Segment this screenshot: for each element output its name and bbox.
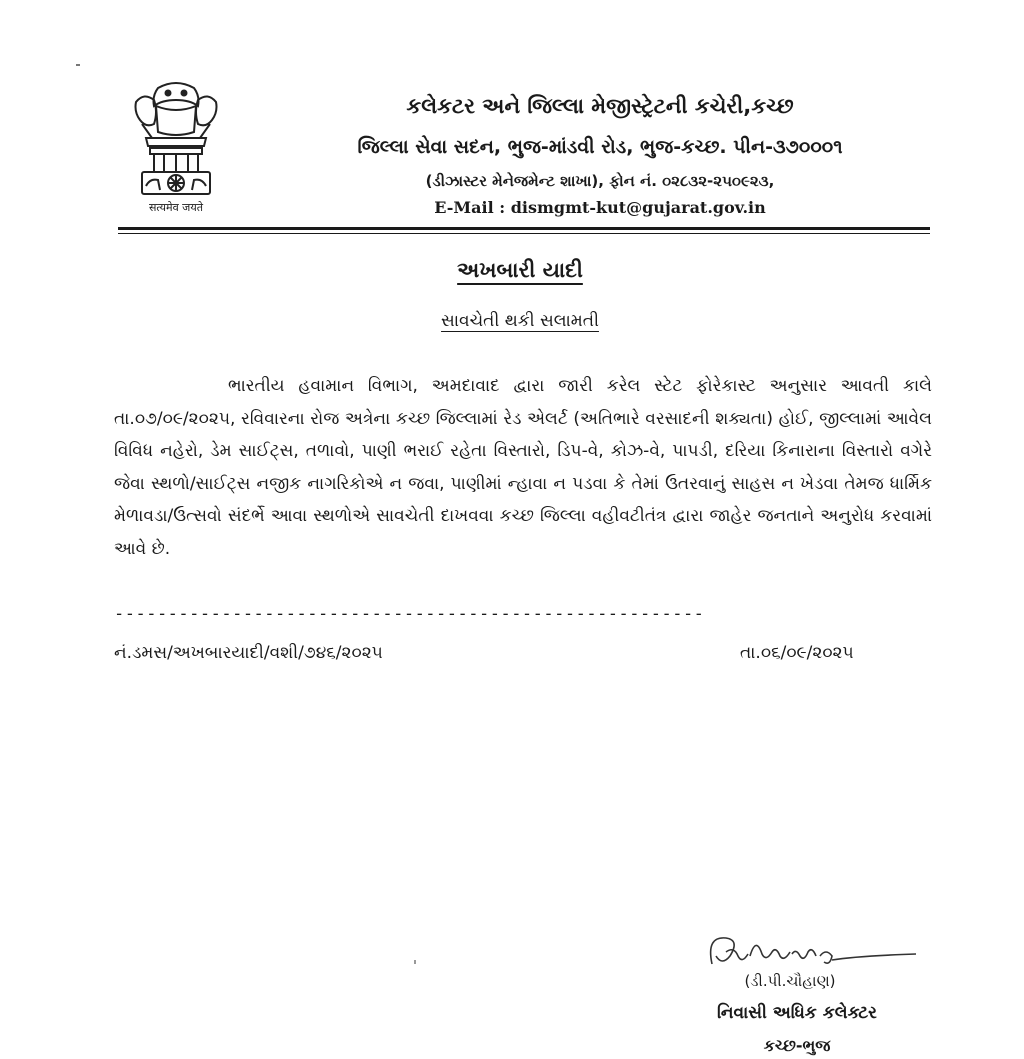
scan-speck: [76, 64, 80, 66]
press-release-body: ભારતીય હવામાન વિભાગ, અમદાવાદ દ્વારા જારી કરેલ સ્ટેટ ફોરેકાસ્ટ અનુસાર આવતી કાલે તા.૦૭/૦૯/૨૦૨૫, રવિવારના રોજ અત્રેના કચ્છ જિલ્લામાં રેડ એલર્ટ (અતિભારે વરસાદની શક્યતા) હોઈ, જીલ્લામાં આવેલ વિવિધ નહેરો, ડેમ સાઈટ્સ, તળાવો, પાણી ભરાઈ રહેતા વિસ્તારો, ડિપ-વે, કોઝ-વે, પાપડી, દરિયા કિનારાના વિસ્તારો વગેરે જેવા સ્થળો/સાઈટ્સ નજીક નાગરિકોએ ન જવા, પાણીમાં ન્હાવા ન પડવા કે તેમાં ઉતરવાનું સાહસ ન ખેડવા તેમજ ધાર્મિક મેળાવડા/ઉત્સવો સંદર્ભે આવા સ્થળોએ સાવચેતી દાખવવા કચ્છ જિલ્લા વહીવટીતંત્ર દ્વારા જાહેર જનતાને અનુરોધ કરવામાં આવે છે.: [114, 376, 932, 559]
emblem-motto: सत्यमेव जयते: [148, 201, 203, 214]
office-address: જિલ્લા સેવા સદન, ભુજ-માંડવી રોડ, ભુજ-કચ્છ. પીન-૩૭૦૦૦૧: [357, 136, 843, 158]
document-title-text: અખબારી યાદી: [457, 258, 583, 282]
document-date: તા.૦૬/૦૯/૨૦૨૫: [740, 643, 854, 663]
national-emblem-icon: [128, 80, 224, 218]
document-title: [0, 258, 1024, 283]
branch-phone: (ડીઝાસ્ટર મેનેજમેન્ટ શાખા), ફોન નં. ૦૨૮૩૨-૨૫૦૯૨૩,: [425, 172, 775, 190]
signatory-designation: નિવાસી અધિક કલેક્ટર: [717, 1003, 877, 1023]
signatory-place: કચ્છ-ભુજ: [763, 1036, 831, 1055]
header-divider-thin: [118, 233, 930, 234]
document-subtitle-text: સાવચેતી થકી સલામતી: [441, 311, 599, 331]
signatory-name: (ડી.પી.ચૌહાણ): [744, 972, 836, 990]
scan-speck: [414, 960, 416, 964]
document-subtitle: [0, 311, 1024, 331]
dashed-separator: -------------------------------------------------------: [114, 604, 705, 624]
reference-number: નં.ડમસ/અખબારયાદી/વશી/૭૪૬/૨૦૨૫: [114, 643, 383, 663]
email-address: E-Mail : dismgmt-kut@gujarat.gov.in: [434, 198, 766, 217]
office-name: કલેકટર અને જિલ્લા મેજીસ્ટ્રેટની કચેરી,કચ્છ: [406, 94, 794, 118]
header-divider-thick: [118, 227, 930, 230]
